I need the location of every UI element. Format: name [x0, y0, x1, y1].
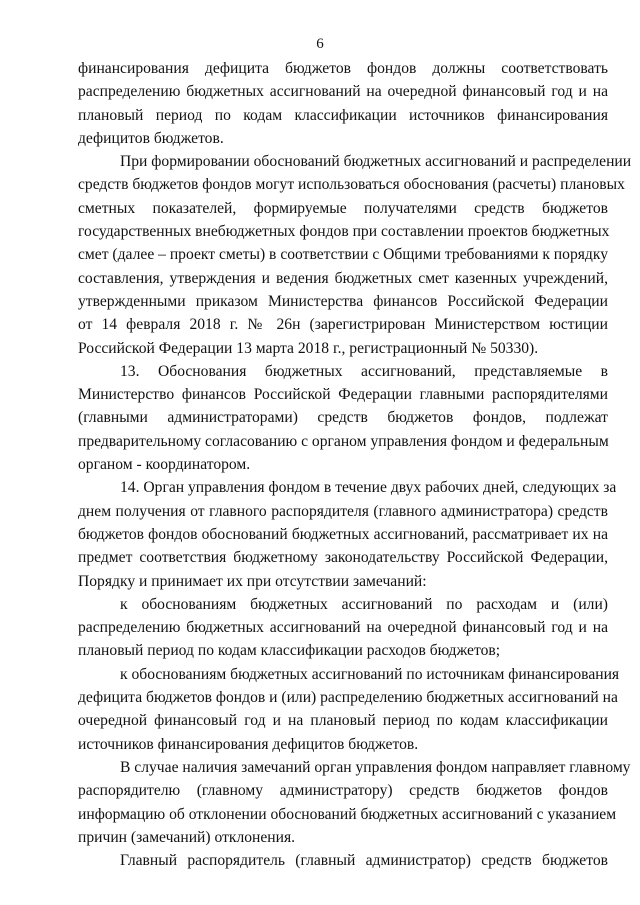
text-line: средств бюджетов фондов могут использоваться обоснования (расчеты) плановых — [78, 176, 625, 194]
text-line: Министерство финансов Российской Федерации главными распорядителями — [78, 386, 608, 404]
text-line: государственных внебюджетных фондов при составлении проектов бюджетных — [78, 223, 610, 241]
paragraph-justifications — [78, 150, 632, 360]
text-line: информацию об отклонении обоснований бюджетных ассигнований с указанием — [78, 805, 617, 823]
text-line: источников финансирования дефицитов бюджетов. — [78, 735, 419, 753]
text-line: распределению бюджетных ассигнований на очередной финансовый год и на — [78, 83, 608, 101]
text-line: составления, утверждения и ведения бюджетных смет казенных учреждений, — [78, 269, 608, 287]
text-line: Главный распорядитель (главный администратор) средств бюджетов — [120, 852, 608, 870]
paragraph-main-distributor — [78, 849, 608, 872]
text-line: органом - координатором. — [78, 456, 251, 474]
text-line: плановый период по кодам классификации расходов бюджетов; — [78, 642, 501, 660]
text-line: распределению бюджетных ассигнований на очередной финансовый год и на — [78, 619, 608, 637]
text-line: Порядку и принимает их при отсутствии замечаний: — [78, 572, 427, 590]
text-line: утвержденными приказом Министерства финансов Российской Федерации — [78, 292, 608, 310]
text-line: очередной финансовый год и на плановый период по кодам классификации — [78, 712, 608, 730]
text-line: финансирования дефицита бюджетов фондов должны соответствовать — [78, 60, 608, 77]
text-line: дефицитов бюджетов. — [78, 129, 224, 147]
text-line: (главными администраторами) средств бюджетов фондов, подлежат — [78, 409, 608, 427]
text-line: распорядителю (главному администратору) средств бюджетов фондов — [78, 782, 608, 800]
text-line: предмет соответствия бюджетному законодательству Российской Федерации, — [78, 549, 608, 567]
document-body — [78, 57, 632, 872]
page-number: 6 — [316, 36, 324, 52]
text-line: смет (далее – проект сметы) в соответствии с Общими требованиями к порядку — [78, 246, 608, 264]
text-line: дефицита бюджетов фондов и (или) распределению бюджетных ассигнований на — [78, 689, 618, 707]
text-line: предварительному согласованию с органом управления фондом и федеральным — [78, 432, 609, 450]
text-line: плановый период по кодам классификации источников финансирования — [78, 106, 608, 124]
text-line: днем получения от главного распорядителя (главного администратора) средств — [78, 502, 608, 520]
text-line: 14. Орган управления фондом в течение двух рабочих дней, следующих за — [120, 479, 617, 497]
text-line: сметных показателей, формируемые получателями средств бюджетов — [78, 199, 608, 217]
paragraph-continuation — [78, 57, 608, 150]
paragraph-expenses — [78, 593, 608, 663]
paragraph-financing-sources — [78, 663, 620, 756]
paragraph-remarks — [78, 756, 631, 849]
text-line: к обоснованиям бюджетных ассигнований по источникам финансирования — [120, 665, 620, 683]
paragraph-item-13 — [78, 360, 608, 476]
text-line: бюджетов фондов обоснований бюджетных ассигнований, рассматривает их на — [78, 525, 608, 543]
text-line: причин (замечаний) отклонения. — [78, 828, 296, 846]
paragraph-item-14 — [78, 476, 617, 592]
text-line: от 14 февраля 2018 г. № 26н (зарегистрирован Министерством юстиции — [78, 316, 608, 334]
text-line: В случае наличия замечаний орган управления фондом направляет главному — [120, 758, 631, 776]
text-line: 13. Обоснования бюджетных ассигнований, представляемые в — [120, 362, 608, 380]
text-line: к обоснованиям бюджетных ассигнований по расходам и (или) — [120, 595, 608, 613]
text-line: При формировании обоснований бюджетных ассигнований и распределении — [120, 153, 632, 171]
text-line: Российской Федерации 13 марта 2018 г., регистрационный № 50330). — [78, 339, 539, 357]
